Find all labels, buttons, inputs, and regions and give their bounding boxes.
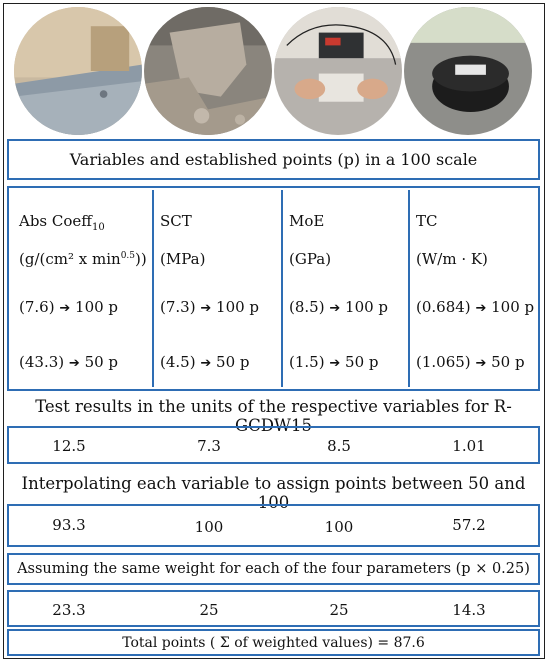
variable-name: SCT bbox=[160, 212, 192, 230]
worst-point-row: (1.065) ➔ 50 p bbox=[416, 353, 525, 371]
variable-unit: (g/(cm² x $\min^{0.5}$)) bbox=[19, 250, 147, 268]
variable-name: TC bbox=[416, 212, 438, 230]
interpolation-title: Interpolating each variable to assign points between 50 and 100 bbox=[21, 474, 526, 512]
weighted-values bbox=[7, 590, 540, 627]
best-point-row: (7.3) ➔ 100 p bbox=[160, 298, 260, 316]
arrow-icon: ➔ bbox=[200, 301, 212, 316]
test-results-values bbox=[7, 426, 540, 464]
arrow-icon: ➔ bbox=[475, 301, 487, 316]
tiled-surface-photo bbox=[14, 7, 142, 135]
worst-point-row: (1.5) ➔ 50 p bbox=[289, 353, 379, 371]
variable-column-sct bbox=[154, 190, 283, 387]
total-box bbox=[7, 629, 540, 656]
best-point-row: (8.5) ➔ 100 p bbox=[289, 298, 389, 316]
scale-header bbox=[7, 139, 540, 180]
best-point-row: (0.684) ➔ 100 p bbox=[416, 298, 535, 316]
value-sct: 100 bbox=[194, 518, 224, 536]
worst-point-row: (4.5) ➔ 50 p bbox=[160, 353, 250, 371]
value-abs-coeff: 12.5 bbox=[52, 437, 86, 455]
variable-unit: (W/m · K) bbox=[416, 250, 488, 268]
variable-unit: (MPa) bbox=[160, 250, 206, 268]
variable-unit: (GPa) bbox=[289, 250, 332, 268]
test-results-title: Test results in the units of the respective variables for R-GCDW15 bbox=[35, 397, 512, 435]
scale-header-text: Variables and established points (p) in a 100 scale bbox=[69, 150, 478, 169]
value-tc: 57.2 bbox=[452, 516, 486, 534]
value-tc: 1.01 bbox=[452, 437, 486, 455]
figure-frame bbox=[3, 3, 545, 659]
arrow-icon: ➔ bbox=[329, 301, 341, 316]
arrow-icon: ➔ bbox=[68, 356, 80, 371]
variable-name: Abs Coeff$_{10}$ bbox=[19, 212, 105, 233]
variable-column-abs-coeff bbox=[11, 190, 154, 387]
best-point-row: (7.6) ➔ 100 p bbox=[19, 298, 119, 316]
variable-column-moe bbox=[283, 190, 410, 387]
value-moe: 25 bbox=[329, 601, 349, 619]
value-moe: 8.5 bbox=[327, 437, 351, 455]
value-moe: 100 bbox=[324, 518, 354, 536]
thermal-conductivity-meter-photo bbox=[404, 7, 532, 135]
value-sct: 25 bbox=[199, 601, 219, 619]
total-points: Total points ( Σ of weighted values) = 87.6 bbox=[122, 634, 425, 651]
weighting-title-box bbox=[7, 553, 540, 585]
weighting-title: Assuming the same weight for each of the four parameters (p × 0.25) bbox=[17, 561, 530, 577]
ultrasonic-test-photo bbox=[274, 7, 402, 135]
value-sct: 7.3 bbox=[197, 437, 221, 455]
value-abs-coeff: 93.3 bbox=[52, 516, 86, 534]
arrow-icon: ➔ bbox=[329, 356, 341, 371]
variables-box bbox=[7, 186, 540, 391]
variable-name: MoE bbox=[289, 212, 325, 230]
value-tc: 14.3 bbox=[452, 601, 486, 619]
arrow-icon: ➔ bbox=[475, 356, 487, 371]
worst-point-row: (43.3) ➔ 50 p bbox=[19, 353, 119, 371]
crushed-specimen-photo bbox=[144, 7, 272, 135]
arrow-icon: ➔ bbox=[59, 301, 71, 316]
interpolated-points-values bbox=[7, 504, 540, 547]
value-abs-coeff: 23.3 bbox=[52, 601, 86, 619]
arrow-icon: ➔ bbox=[200, 356, 212, 371]
variable-column-tc bbox=[410, 190, 536, 387]
